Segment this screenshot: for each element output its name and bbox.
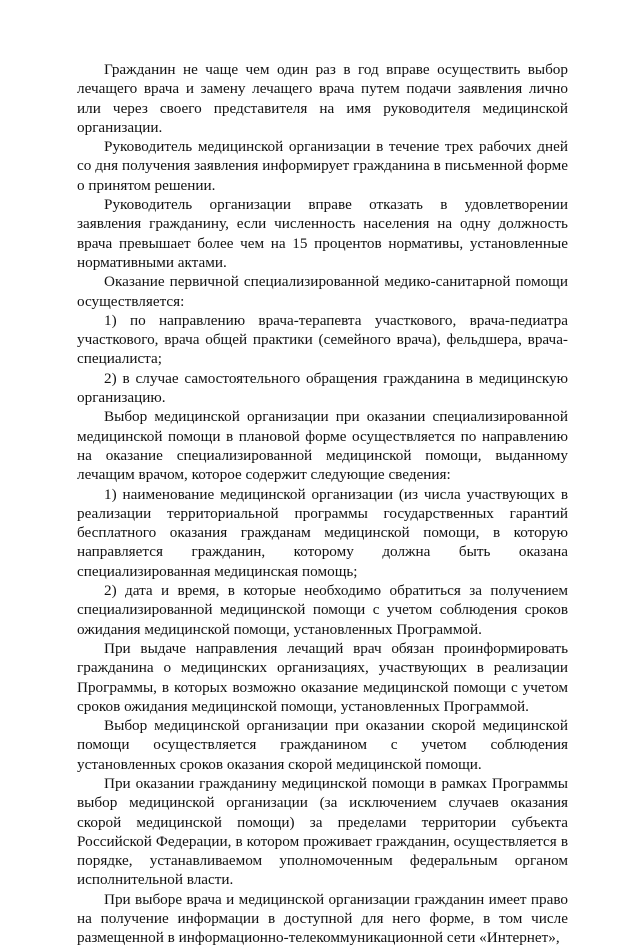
list-item-referral: 1) по направлению врача-терапевта участкового, врача-педиатра участкового, врача общей практики (семейного врача), фельдшера, врача-специалиста; — [77, 311, 568, 368]
paragraph-out-of-region: При оказании гражданину медицинской помощи в рамках Программы выбор медицинской организации (за исключением случаев оказания скорой медицинской помощи) за пределами территории субъекта Российской Федерации, в котором проживает гражданин, осуществляется в порядке, устанавливаемом уполномоченным федеральным органом исполнительной власти. — [77, 774, 568, 889]
list-item-self-referral: 2) в случае самостоятельного обращения гражданина в медицинскую организацию. — [77, 369, 568, 407]
paragraph-refusal: Руководитель организации вправе отказать в удовлетворении заявления гражданину, если численность населения на одну должность врача превышает более чем на 15 процентов нормативы, установленные нормативными актами. — [77, 196, 568, 271]
paragraph-choice-of-doctor: Гражданин не чаще чем один раз в год вправе осуществить выбор лечащего врача и замену лечащего врача путем подачи заявления лично или через своего представителя на имя руководителя медицинской организации. — [77, 61, 568, 136]
list-item-date-time: 2) дата и время, в которые необходимо обратиться за получением специализированной медицинской помощи с учетом соблюдения сроков ожидания медицинской помощи, установленных Программой. — [77, 582, 568, 638]
paragraph-planned-care-choice: Выбор медицинской организации при оказании специализированной медицинской помощи в плановой форме осуществляется по направлению на оказание специализированной медицинской помощи, выданному лечащим врачом, которое содержит следующие сведения: — [77, 408, 568, 484]
paragraph-emergency-choice: Выбор медицинской организации при оказании скорой медицинской помощи осуществляется гражданином с учетом соблюдения установленных сроков оказания скорой медицинской помощи. — [77, 717, 568, 773]
paragraph-right-to-information: При выборе врача и медицинской организации гражданин имеет право на получение информации в доступной для него форме, в том числе размещенной в информационно-телекоммуникационной сети «Интернет», — [77, 890, 568, 947]
paragraph-head-decision: Руководитель медицинской организации в течение трех рабочих дней со дня получения заявления информирует гражданина в письменной форме о принятом решении. — [77, 138, 568, 194]
paragraph-primary-care-intro: Оказание первичной специализированной медико-санитарной помощи осуществляется: — [77, 273, 568, 310]
list-item-organization-name: 1) наименование медицинской организации (из числа участвующих в реализации территориальной программы государственных гарантий бесплатного оказания гражданам медицинской помощи, в которую направляется гражданин, которому должна быть оказана специализированная медицинская помощь; — [77, 485, 568, 580]
paragraph-doctor-informs: При выдаче направления лечащий врач обязан проинформировать гражданина о медицинских организациях, участвующих в реализации Программы, в которых возможно оказание медицинской помощи с учетом сроков ожидания медицинской помощи, установленных Программой. — [77, 639, 568, 715]
